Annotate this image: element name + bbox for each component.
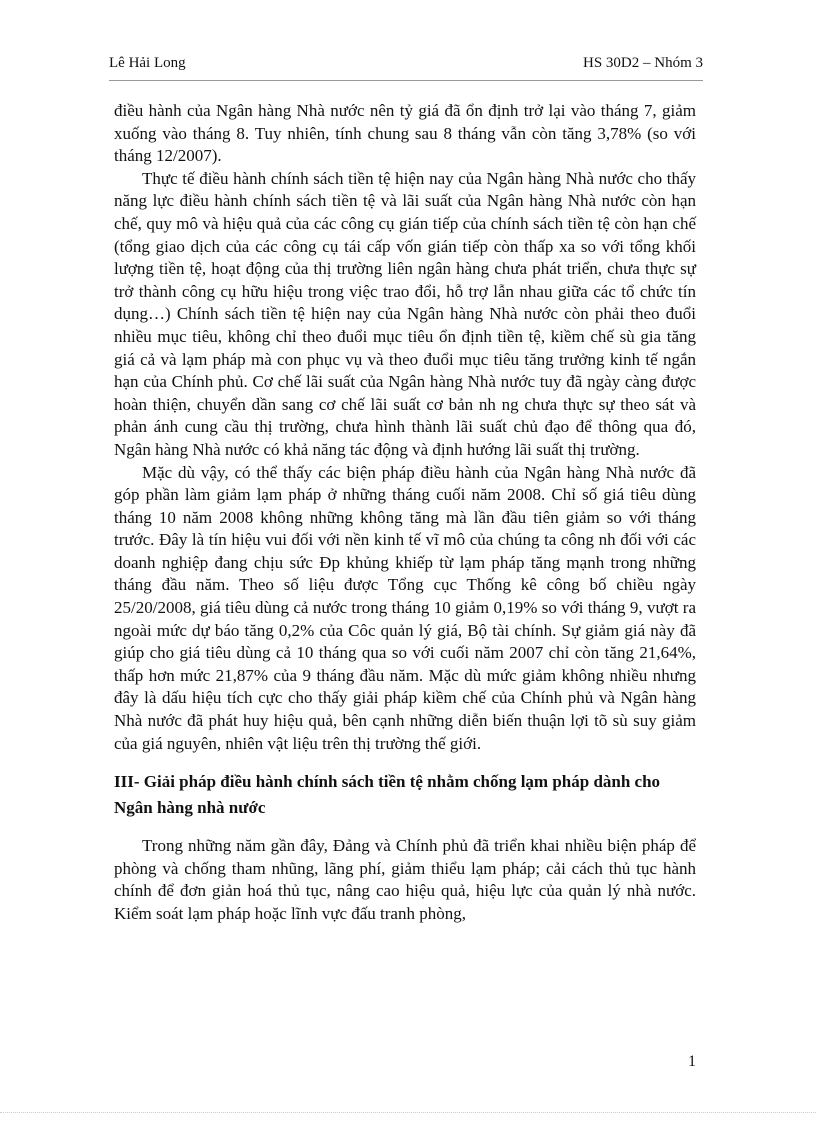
page-number: 1 <box>688 1053 696 1070</box>
paragraph-continued: điều hành của Ngân hàng Nhà nước nên tỷ giá đã ổn định trở lại vào tháng 7, giảm xuống vào tháng 8. Tuy nhiên, tính chung sau 8 tháng vẫn còn tăng 3,78% (so với tháng 12/2007). <box>114 101 696 166</box>
header-group: HS 30D2 – Nhóm 3 <box>582 55 703 71</box>
paragraph: Trong những năm gần đây, Đảng và Chính phủ đã triển khai nhiều biện pháp để phòng và chống tham nhũng, lãng phí, giảm thiểu lạm pháp; cải cách thủ tục hành chính để đơn giản hoá thủ tục, nâng cao hiệu quả, hiệu lực của quản lý nhà nước. Kiểm soát lạm pháp hoặc lĩnh vực đấu tranh phòng, <box>114 836 696 923</box>
page-bottom-rule <box>0 1112 816 1113</box>
header-rule <box>109 80 703 81</box>
document-body <box>114 100 696 926</box>
paragraph: Thực tế điều hành chính sách tiền tệ hiện nay của Ngân hàng Nhà nước cho thấy năng lực điều hành chính sách tiền tệ và lãi suất của Ngân hàng Nhà nước còn hạn chế, quy mô và hiệu quả của các công cụ gián tiếp của chính sách tiền tệ còn hạn chế (tổng giao dịch của các công cụ tái cấp vốn gián tiếp còn thấp xa so với tổng khối lượng tiền tệ, hoạt động của thị trường liên ngân hàng chưa phát triển, chưa thực sự trở thành công cụ hữu hiệu trong việc trao đổi, hỗ trợ lẫn nhau giữa các tổ chức tín dụng…) Chính sách tiền tệ hiện nay của Ngân hàng Nhà nước còn phải theo đuổi nhiều mục tiêu, không chỉ theo đuổi mục tiêu ổn định tiền tệ, kiềm chế sù gia tăng giá cả và lạm pháp mà con phục vụ và theo đuổi mục tiêu tăng trưởng kinh tế ngắn hạn của Chính phủ. Cơ chế lãi suất của Ngân hàng Nhà nước tuy đã ngày càng được hoàn thiện, chuyển dần sang cơ chế lãi suất cơ bản nh ng chưa thực sự theo sát và phản ánh cung cầu thị trường, chưa hình thành lãi suất chủ đạo để thông qua đó, Ngân hàng Nhà nước có khả năng tác động và định hướng lãi suất thị trường. <box>114 168 696 459</box>
paragraph: Mặc dù vậy, có thể thấy các biện pháp điều hành của Ngân hàng Nhà nước đã góp phần làm giảm lạm pháp ở những tháng cuối năm 2008. Chỉ số giá tiêu dùng tháng 10 năm 2008 không những không tăng mà lần đầu tiên giảm so với tháng trước. Đây là tín hiệu vui đối với nền kinh tế vĩ mô của chúng ta công nh đối với các doanh nghiệp đang chịu sức Ðp khủng khiếp từ lạm pháp tăng mạnh trong những tháng đầu năm. Theo số liệu được Tổng cục Thống kê công bố chiều ngày 25/20/2008, giá tiêu dùng cả nước trong tháng 10 giảm 0,19% so với tháng 9, vượt ra ngoài mức dự báo tăng 0,2% của Côc quản lý giá, Bộ tài chính. Sự giảm giá này đã giúp cho giá tiêu dùng cả 10 tháng qua so với cuối năm 2007 chỉ còn tăng 21,64%, thấp hơn mức 21,87% của 9 tháng đầu năm. Mặc dù mức giảm không nhiều nhưng đây là dấu hiệu tích cực cho thấy giải pháp kiềm chế của Chính phủ và Ngân hàng Nhà nước đã phát huy hiệu quả, bên cạnh những diễn biến thuận lợi tõ sù suy giảm của giá nguyên, nhiên vật liệu trên thị trường thế giới. <box>114 462 696 753</box>
section-heading: III- Giải pháp điều hành chính sách tiền tệ nhằm chống lạm pháp dành cho Ngân hàng nhà nước <box>114 772 661 818</box>
header-author: Lê Hải Long <box>109 55 186 71</box>
